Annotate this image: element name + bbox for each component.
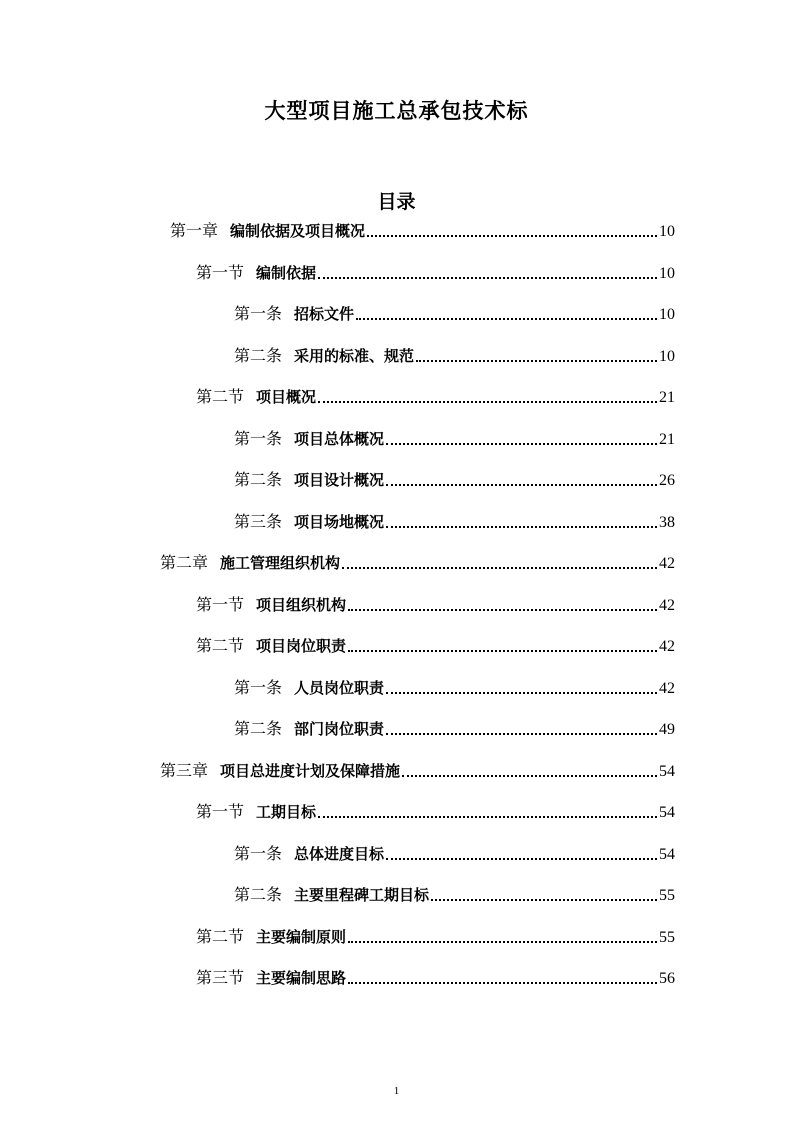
toc-entry-number: 第一章 [170,221,219,240]
toc-entry[interactable] [196,924,675,950]
toc-entry[interactable] [234,301,675,327]
toc-entry-page: 10 [659,264,675,282]
toc-heading: 目录 [377,191,416,213]
toc-entry-title: 采用的标准、规范 [294,346,415,365]
toc-entry-page: 55 [659,928,675,946]
toc-entry-number: 第二节 [196,387,245,406]
toc-entry-title: 人员岗位职责 [294,678,385,697]
toc-entry-number: 第二条 [234,719,283,738]
toc-entry-title: 项目总进度计划及保障措施 [220,761,401,780]
toc-entry-title: 项目组织机构 [256,595,347,614]
dot-leader [318,400,657,403]
dot-leader [348,649,657,652]
toc-entry[interactable] [160,550,675,576]
dot-leader [386,691,657,694]
toc-entry-title: 编制依据及项目概况 [230,222,366,240]
toc-entry[interactable] [196,260,675,286]
toc-entry-page: 21 [659,430,675,448]
toc-entry-number: 第一条 [234,677,283,697]
toc-entry-page: 38 [659,513,675,531]
toc-entry-title: 主要编制思路 [256,969,347,987]
toc-entry[interactable] [160,758,675,784]
toc-entry-number: 第一条 [234,304,283,323]
dot-leader [318,815,657,818]
toc-entry-page: 26 [659,472,675,489]
toc-entry-number: 第二条 [234,470,283,489]
toc-entry[interactable] [196,633,675,659]
toc-entry-number: 第三章 [160,760,209,780]
toc-entry-number: 第二节 [196,636,245,655]
toc-entry-page: 54 [659,804,675,821]
dot-leader [356,317,657,320]
toc-entry[interactable] [234,467,675,493]
dot-leader [386,483,657,486]
toc-entry[interactable] [196,799,675,825]
toc-entry-number: 第一条 [234,843,283,863]
toc-entry-number: 第一条 [234,428,283,448]
toc-entry[interactable] [234,426,675,452]
toc-entry-number: 第二节 [196,926,245,946]
dot-leader [416,359,657,362]
toc-entry[interactable] [196,965,675,991]
toc-entry-number: 第三节 [196,968,245,987]
toc-entry-number: 第三条 [234,511,283,531]
toc-entry-page: 49 [659,721,675,738]
dot-leader [318,276,657,279]
dot-leader [402,774,657,777]
toc-entry-page: 55 [659,887,675,904]
toc-entry-title: 项目设计概况 [294,471,385,489]
toc-entry[interactable] [234,675,675,701]
toc-entry-title: 项目场地概况 [294,512,385,531]
dot-leader [367,234,657,237]
toc-entry[interactable] [196,384,675,410]
toc-entry[interactable] [170,218,675,244]
toc-entry-title: 招标文件 [294,305,355,323]
toc-entry[interactable] [234,716,675,742]
toc-entry-number: 第一节 [196,594,245,614]
dot-leader [386,442,657,445]
dot-leader [386,525,657,528]
toc-entry[interactable] [234,343,675,369]
dot-leader [386,732,657,735]
toc-entry-page: 10 [659,347,675,365]
toc-entry-page: 54 [659,762,675,780]
dot-leader [348,981,657,984]
toc-entry-number: 第二条 [234,885,283,904]
toc-entry[interactable] [196,592,675,618]
toc-entry-title: 主要里程碑工期目标 [294,886,430,904]
toc-entry-title: 项目概况 [256,388,317,406]
toc-entry-number: 第二章 [160,553,209,572]
toc-entry-page: 54 [659,845,675,863]
dot-leader [348,940,657,943]
toc-entry-title: 工期目标 [256,803,317,821]
toc-entry-number: 第一节 [196,262,245,282]
toc-entry-title: 编制依据 [256,263,317,282]
toc-entry[interactable] [234,882,675,908]
toc-entry-page: 42 [659,638,675,655]
toc-entry-title: 施工管理组织机构 [220,554,341,572]
dot-leader [348,608,657,611]
dot-leader [342,566,657,569]
dot-leader [431,898,657,901]
toc-entry-page: 42 [659,555,675,572]
dot-leader [386,857,657,860]
toc-entry-page: 42 [659,679,675,697]
toc-entry-number: 第一节 [196,802,245,821]
toc-entry-page: 56 [659,970,675,987]
toc-entry-title: 部门岗位职责 [294,720,385,738]
toc-entry-number: 第二条 [234,345,283,365]
toc-entry[interactable] [234,509,675,535]
toc-entry-page: 21 [659,389,675,406]
document-title: 大型项目施工总承包技术标 [264,99,529,123]
toc-entry-title: 主要编制原则 [256,927,347,946]
toc-entry-page: 42 [659,596,675,614]
toc-entry-page: 10 [659,223,675,240]
toc-entry-title: 项目总体概况 [294,429,385,448]
toc-entry-title: 项目岗位职责 [256,637,347,655]
page-number: 1 [393,1085,400,1097]
toc-entry-page: 10 [659,306,675,323]
toc-entry-title: 总体进度目标 [294,844,385,863]
toc-entry[interactable] [234,841,675,867]
